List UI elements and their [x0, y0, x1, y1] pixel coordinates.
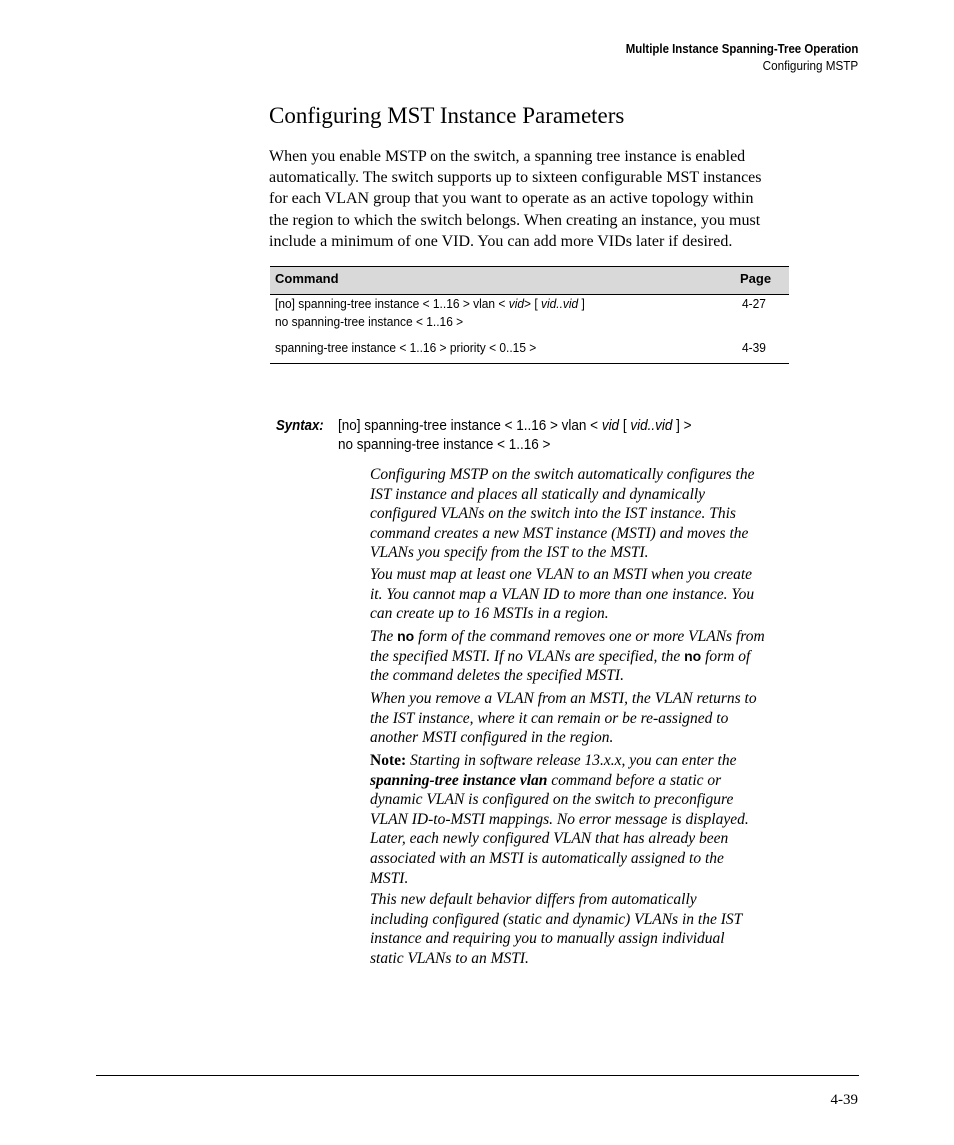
column-header-page: Page	[740, 271, 772, 286]
intro-line: for each VLAN group that you want to operate as an active topology within	[269, 190, 754, 208]
note-paragraph: Note: Starting in software release 13.x.x, you can enter the spanning-tree instance vlan command before a static or dynamic VLAN is configured on the switch to preconfigure VLAN ID-to-MSTI mappings. No error message is displayed. Later, each newly configured VLAN that has already been associated with an MSTI is automatically assigned to the MSTI.	[370, 752, 749, 887]
page-number: 4-39	[830, 1092, 858, 1108]
note-label: Note:	[370, 752, 407, 769]
description-paragraph-1: Configuring MSTP on the switch automatically configures the IST instance and places all statically and dynamically configured VLANs on the switch into the IST instance. This command creates a new MST instance (MSTI) and moves the VLANs you specify from the IST to the MSTI.	[370, 466, 755, 562]
section-title: Configuring MST Instance Parameters	[269, 103, 625, 128]
description-paragraph-6: This new default behavior differs from automatically including configured (static and dynamic) VLANs in the IST instance and requiring you to manually assign individual static VLANs to an MSTI.	[370, 891, 743, 967]
description-paragraph-2: You must map at least one VLAN to an MSTI when you create it. You cannot map a VLAN ID to more than one instance. You can create up to 16 MSTIs in a region.	[370, 566, 755, 623]
intro-line: include a minimum of one VID. You can add more VIDs later if desired.	[269, 232, 733, 250]
table-cell-command: [no] spanning-tree instance < 1..16 > vlan < vid> [ vid..vid ]	[275, 296, 585, 311]
table-cell-command: spanning-tree instance < 1..16 > priority < 0..15 >	[275, 340, 537, 355]
table-header	[270, 266, 789, 295]
syntax-line-2: no spanning-tree instance < 1..16 >	[338, 436, 551, 453]
table-cell-command-line2: no spanning-tree instance < 1..16 >	[275, 314, 464, 329]
syntax-label: Syntax:	[276, 417, 324, 434]
running-header-section: Configuring MSTP	[762, 58, 858, 73]
table-cell-page: 4-39	[742, 340, 766, 355]
intro-line: When you enable MSTP on the switch, a spanning tree instance is enabled	[269, 148, 746, 165]
footer-rule	[96, 1075, 859, 1076]
running-header-chapter: Multiple Instance Spanning-Tree Operation	[625, 41, 858, 56]
description-paragraph-3: The no form of the command removes one or more VLANs from the specified MSTI. If no VLANs are specified, the no form of the command deletes the specified MSTI.	[370, 628, 765, 685]
description-paragraph-4: When you remove a VLAN from an MSTI, the VLAN returns to the IST instance, where it can remain or be re-assigned to another MSTI configured in the region.	[370, 690, 757, 747]
command-name: spanning-tree instance vlan	[370, 771, 548, 789]
table-cell-page: 4-27	[742, 296, 766, 311]
intro-line: the region to which the switch belongs. When creating an instance, you must	[269, 211, 761, 229]
intro-line: automatically. The switch supports up to sixteen configurable MST instances	[269, 169, 762, 187]
intro-paragraph	[269, 146, 861, 252]
keyword-no: no	[397, 628, 415, 644]
syntax-line: [no] spanning-tree instance < 1..16 > vlan < vid [ vid..vid ] >	[338, 417, 692, 434]
keyword-no: no	[684, 647, 702, 664]
table-bottom-rule	[270, 363, 789, 364]
column-header-command: Command	[275, 271, 339, 286]
